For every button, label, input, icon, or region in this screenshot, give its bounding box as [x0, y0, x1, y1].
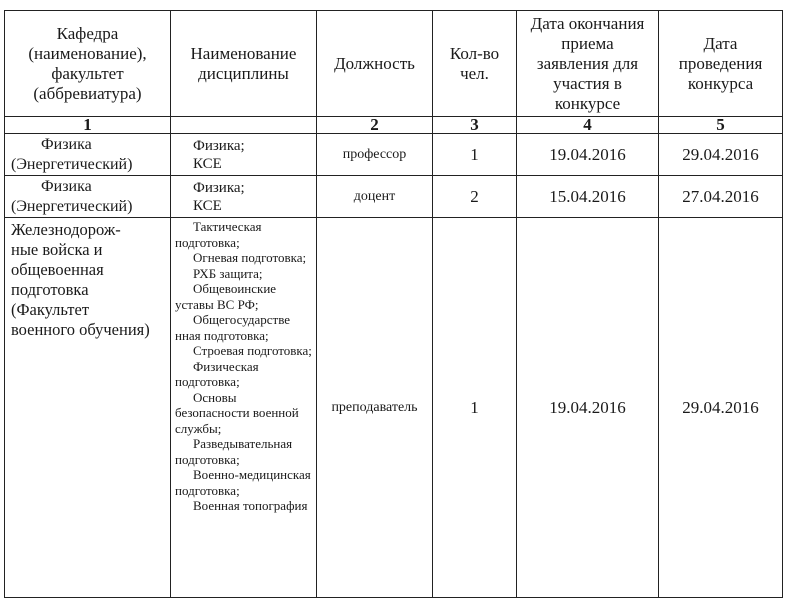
department-line: военного обучения) [11, 320, 150, 339]
department-line: Железнодорож- [11, 220, 121, 239]
header-discipline [171, 11, 317, 117]
department-line: общевоенная [11, 260, 104, 279]
header-line: Дата окончания [530, 13, 645, 33]
department-line: (Факультет [11, 300, 90, 319]
header-position [317, 11, 433, 117]
header-department [5, 11, 171, 117]
department-line: Физика [41, 177, 92, 195]
department-line: ные войска и [11, 240, 103, 259]
department-line: (Энергетический) [11, 197, 133, 215]
deadline-cell: 15.04.2016 [517, 176, 659, 218]
deadline-cell: 19.04.2016 [517, 218, 659, 598]
discipline-cell [171, 134, 317, 176]
header-line: факультет [51, 63, 124, 83]
header-line: Кафедра [56, 23, 119, 43]
header-deadline [517, 11, 659, 117]
count-cell: 2 [433, 176, 517, 218]
header-line: проведения [678, 53, 763, 73]
column-number: 2 [317, 117, 433, 134]
header-line: Кол-во [449, 43, 500, 63]
table-row [5, 176, 783, 218]
discipline-item: Военная топография [193, 498, 308, 513]
discipline-cell [171, 176, 317, 218]
header-line: приема [561, 33, 614, 53]
contest-date-cell: 29.04.2016 [659, 134, 783, 176]
discipline-line: Физика; [193, 137, 245, 154]
header-line: Дата [703, 33, 738, 53]
deadline-cell: 19.04.2016 [517, 134, 659, 176]
discipline-item: Военно-медицинская подготовка; [175, 467, 311, 498]
discipline-line: Физика; [193, 179, 245, 196]
count-cell: 1 [433, 134, 517, 176]
table-row [5, 134, 783, 176]
header-line: (аббревиатура) [33, 83, 142, 103]
discipline-item: Огневая подготовка; [193, 250, 307, 265]
department-line: подготовка [11, 280, 89, 299]
department-line: Физика [41, 135, 92, 153]
count-cell: 1 [433, 218, 517, 598]
header-line: Должность [334, 53, 415, 73]
column-number [171, 117, 317, 134]
table-row [5, 218, 783, 598]
header-line: конкурса [687, 73, 754, 93]
discipline-item: Строевая подготовка; [193, 343, 312, 358]
contest-date-cell: 29.04.2016 [659, 218, 783, 598]
column-number: 5 [659, 117, 783, 134]
position-cell: преподаватель [317, 218, 433, 598]
column-number-row [5, 117, 783, 134]
header-line: Наименование [190, 43, 297, 63]
header-line: участия в [553, 73, 622, 93]
department-line: (Энергетический) [11, 155, 133, 173]
discipline-line: КСЕ [193, 197, 222, 214]
discipline-item: РХБ защита; [193, 265, 263, 281]
header-line: конкурсе [554, 93, 621, 113]
position-cell: доцент [317, 176, 433, 218]
column-number: 4 [517, 117, 659, 134]
discipline-item: Основы безопасности военной службы; [175, 389, 299, 436]
contest-table [4, 10, 783, 598]
department-cell [5, 176, 171, 218]
department-cell [5, 218, 171, 598]
header-line: (наименование), [28, 43, 147, 63]
discipline-item: Тактическая подготовка; [175, 219, 262, 250]
header-count [433, 11, 517, 117]
discipline-list-cell [171, 218, 317, 598]
header-line: чел. [460, 63, 489, 83]
column-number: 1 [5, 117, 171, 134]
header-line: дисциплины [198, 63, 289, 83]
discipline-item: Физическая подготовка; [175, 358, 259, 389]
column-number: 3 [433, 117, 517, 134]
position-cell: профессор [317, 134, 433, 176]
header-contest-date [659, 11, 783, 117]
header-line: заявления для [536, 53, 639, 73]
header-row [5, 11, 783, 117]
discipline-item: Общегосударстве нная подготовка; [175, 312, 291, 343]
discipline-line: КСЕ [193, 155, 222, 172]
discipline-item: Разведывательная подготовка; [175, 436, 293, 467]
contest-date-cell: 27.04.2016 [659, 176, 783, 218]
department-cell [5, 134, 171, 176]
discipline-item: Общевоинские уставы ВС РФ; [175, 281, 277, 312]
